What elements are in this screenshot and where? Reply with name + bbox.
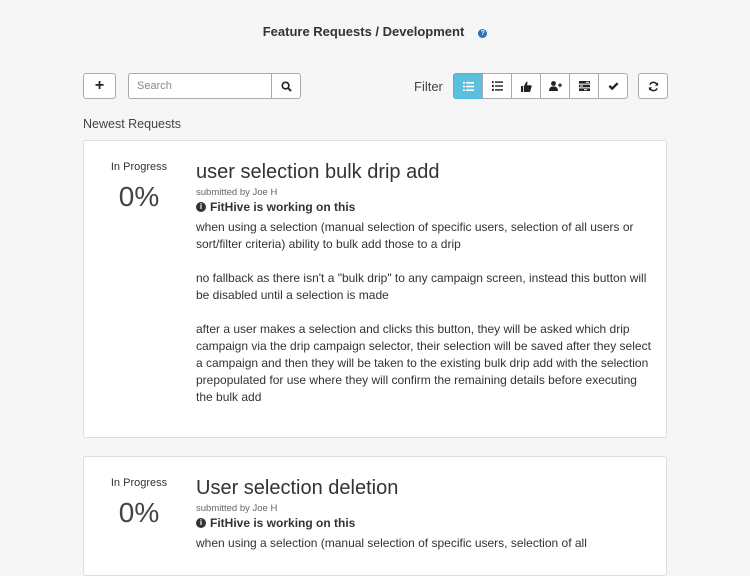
submitted-by: submitted by Joe H: [196, 503, 278, 514]
filter-ordered-button[interactable]: [482, 73, 512, 99]
user-plus-icon: [549, 81, 562, 91]
check-icon: [608, 82, 619, 91]
description-paragraph: when using a selection (manual selection of specific users, selection of all users or sort/filter criteria) ability to bulk add those to a drip: [196, 220, 634, 251]
working-on-notice: [196, 200, 651, 214]
filter-all-button[interactable]: [453, 73, 483, 99]
progress-percent: 0%: [118, 497, 160, 528]
progress-percent: 0%: [118, 181, 160, 212]
request-description: [196, 219, 651, 406]
working-on-text: FitHive is working on this: [210, 516, 356, 530]
filter-completed-button[interactable]: [598, 73, 628, 99]
working-on-text: FitHive is working on this: [210, 200, 356, 214]
ordered-list-icon: [492, 81, 503, 91]
toolbar: [83, 73, 668, 101]
working-on-notice: [196, 516, 651, 530]
request-title[interactable]: User selection deletion: [196, 477, 399, 499]
submitted-by: submitted by Joe H: [196, 187, 278, 198]
list-icon: [463, 82, 474, 91]
description-paragraph: no fallback as there isn't a "bulk drip" to any campaign screen, instead this button will be disabled until a selection is made: [196, 271, 647, 302]
thumbs-up-icon: [521, 81, 532, 92]
status-label: In Progress: [110, 477, 168, 489]
request-card[interactable]: [83, 456, 667, 576]
question-circle-icon[interactable]: ?: [478, 29, 487, 38]
tasks-icon: [579, 81, 590, 91]
filter-label: Filter: [414, 79, 443, 94]
info-circle-icon: i: [196, 518, 206, 528]
request-content: [196, 475, 651, 569]
page-header: [0, 24, 750, 39]
add-request-button[interactable]: [83, 73, 116, 99]
request-description: [196, 535, 651, 552]
description-paragraph: when using a selection (manual selection of specific users, selection of all: [196, 536, 587, 550]
filter-tasks-button[interactable]: [569, 73, 599, 99]
status-label: In Progress: [110, 161, 168, 173]
section-title: Newest Requests: [83, 117, 181, 131]
plus-icon: +: [94, 77, 105, 94]
info-circle-icon: i: [196, 202, 206, 212]
search-input[interactable]: [128, 73, 272, 99]
search-button[interactable]: [271, 73, 301, 99]
search-icon: [281, 81, 292, 92]
request-card[interactable]: [83, 140, 667, 438]
filter-assigned-button[interactable]: [540, 73, 570, 99]
filter-button-group: [453, 73, 628, 99]
request-content: [196, 159, 651, 423]
page-title: Feature Requests / Development: [262, 24, 465, 39]
refresh-button[interactable]: [638, 73, 668, 99]
filter-voted-button[interactable]: [511, 73, 541, 99]
request-title[interactable]: user selection bulk drip add: [196, 161, 440, 183]
search-group: [128, 73, 301, 99]
refresh-icon: [648, 81, 659, 92]
description-paragraph: after a user makes a selection and clicks this button, they will be asked which drip campaign via the drip campaign selector, their selection will be saved after they select a campaign and then they will be taken to the existing bulk drip add with the selection prepopulated for use where they will confirm the remaining details before executing the bulk add: [196, 322, 651, 404]
